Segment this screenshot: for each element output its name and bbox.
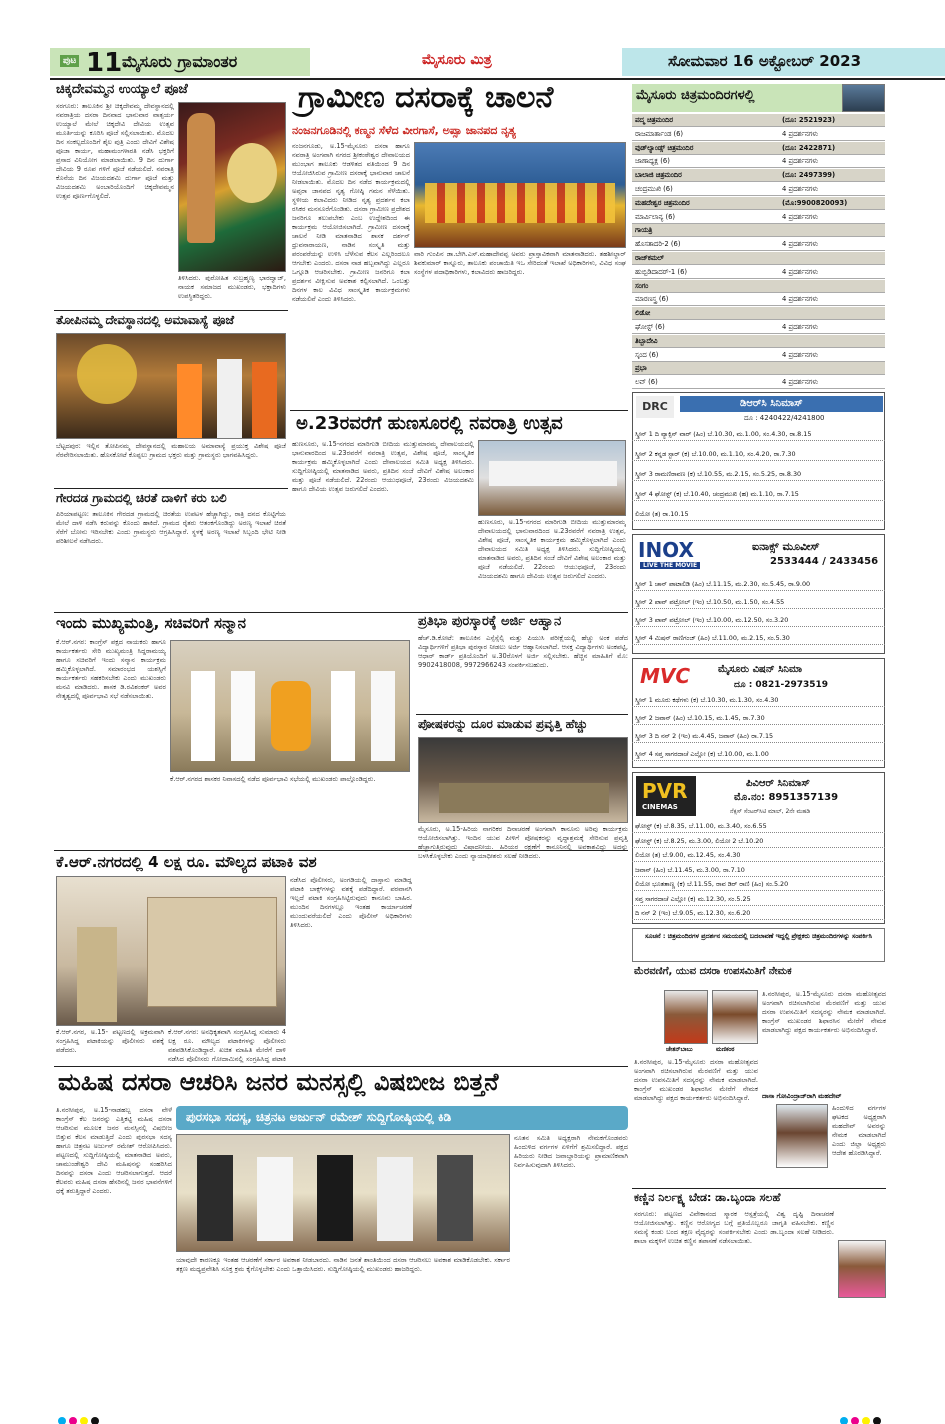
- pvr-sub: CINEMAS: [642, 803, 678, 811]
- mahisha-body-mid: ಯಾವುದೇ ಕಾರಣಕ್ಕೂ ಇಂತಹ ಆಚರಣೆಗೆ ಸರ್ಕಾರ ಅವಕಾಶ ನೀಡಬಾರದು. ನಾಡಿನ ಜನತೆ ಶಾಂತಿಯಿಂದ ದಸರಾ ಆಚರಿಸಲು ಅವಕಾಶ ಮಾಡಿಕೊಡಬೇಕು. ಸರ್ಕಾರ ತಕ್ಷಣ ಮಧ್ಯಪ್ರವೇಶಿಸಿ ಸೂಕ್ತ ಕ್ರಮ ಕೈಗೊಳ್ಳಬೇಕು ಎಂದು ಒತ್ತಾಯಿಸಿದರು. ಸುದ್ದಿಗೋಷ್ಠಿಯಲ್ಲಿ ಮುಖಂಡರು ಹಾಜರಿದ್ದರು.: [176, 1256, 510, 1273]
- theatre-row: [632, 169, 885, 182]
- theatre-name: ಲವ್ (6): [635, 378, 658, 387]
- story1-body: ಸರಗೂರು: ತಾಲೂಕಿನ ಶ್ರೀ ಚಿಕ್ಕದೇವಮ್ಮ ದೇವಸ್ಥಾನದಲ್ಲಿ ನವರಾತ್ರಿಯ ದಸರಾ ದಿನವಾದ ಭಾನುವಾರ ವಾತ್ಸರ್ಯ ಉಯ್ಯಾಲೆ ಮೇಲೆ ಚಿಕ್ಕದೇವಿ ದೇವಿಯ ಉತ್ಸವ ಮೂರ್ತಿಯನ್ನು ಕೂರಿಸಿ ಪೂಜೆ ಸಲ್ಲಿಸಲಾಯಿತು. ಮೊದಲ ದಿನ ಸಂಕಲ್ಪದೊಂದಿಗೆ ಶೈಲ ಪುತ್ರಿ ಎಂದು ದೇವಿಗೆ ವಿಶೇಷ ಪೂಜಾ ಕಾರ್ಯ, ಮಹಾಮಂಗಳಾರತಿ ನಡೆಸಿ ಭಕ್ತರಿಗೆ ಪ್ರಸಾದ ವಿನಿಯೋಗ ಮಾಡಲಾಯಿತು. 9 ದಿನ ದುರ್ಗಾ ದೇವಿಯ 9 ರೂಪ ಗಳಿಗೆ ಪೂಜೆ ನಡೆಯಲಿದೆ. ನವರಾತ್ರಿ ಕೊನೆಯ ದಿನ ವಿಜಯದಶಮಿ ದುರ್ಗಾ ಪೂಜೆ ಮತ್ತು ವಿಜಯದಶಮಿ ಅಂಬಾರಿಯೊಂದಿಗೆ ಚಿಕ್ಕದೇವಮ್ಮನ ಉತ್ಸವ ಪೂರ್ಣಗೊಳ್ಳಲಿದೆ.: [56, 102, 174, 200]
- appoint-title: ದಾಸಾ ಗೋವಿಂದ್ರಾಜ್‌ರಾಗಿ ಮಹದೇವ್: [762, 1092, 842, 1100]
- theatre-info: (ಮೊ:9900820093): [782, 198, 848, 207]
- showtime-row: ಸ್ಕ್ರೀನ್ 2 ಜವಾನ್ (ಹಿಂ) ಬೆ.10.15, ಮ.1.45, ರಾ.7.30: [632, 712, 885, 725]
- theatre-name: ಮಹದೇಶ್ವರ ಚಿತ್ರಮಂದಿರ: [635, 198, 690, 207]
- showtime-row: ಲಿಯೋ (ತ) ಬೆ.9.00, ಮ.12.45, ಸಂ.4.30: [632, 849, 885, 862]
- cinema-header: ಮೈಸೂರು ಚಿತ್ರಮಂದಿರಗಳಲ್ಲಿ: [636, 88, 755, 103]
- showtime-row: ಸ್ಕ್ರೀನ್ 2 ಪಾವ್ ಪಟ್ರೋಲ್ (ಇಂ) ಬೆ.10.50, ಮ.1.50, ಸಂ.4.55: [632, 596, 885, 609]
- theatre-name: ಮಾರ್ವಿಲಾನ್ಯ (6): [635, 212, 676, 221]
- theatre-info: 4 ಪ್ರದರ್ಶನಗಳು: [782, 378, 819, 387]
- doctor-photo: [838, 1240, 886, 1298]
- showtime-row: ಸ್ಕ್ರೀನ್ 3 ರಾಮಣಿರಾವಣ (ಕ) ಬೆ.10.55, ಮ.2.15, ಸಂ.5.25, ರಾ.8.30: [632, 468, 885, 481]
- side-story-body-cont: ತಿ.ನರಸೀಪುರ, ಅ.15-ಮೈಸೂರು ದಸರಾ ಮಹೋತ್ಸವದ ಅಂಗವಾಗಿ ರಚಿಸಲಾಗಿರುವ ಮೆರವಣಿಗೆ ಮತ್ತು ಯುವ ದಸರಾ ಉಪಸಮಿತಿಗೆ ಸದಸ್ಯರನ್ನು ನೇಮಕ ಮಾಡಲಾಗಿದೆ. ಕಾಂಗ್ರೆಸ್ ಮುಖಂಡರ ಶಿಫಾರಸಿನ ಮೇರೆಗೆ ನೇಮಕ ಮಾಡಲಾಗಿದ್ದು ಪಕ್ಷದ ಕಾರ್ಯಕರ್ತರು ಅಭಿನಂದಿಸಿದ್ದಾರೆ.: [634, 1058, 758, 1102]
- drc-title: ಡಿಆರ್‌ಸಿ ಸಿನಿಮಾಸ್: [740, 398, 803, 409]
- theatre-name: ಪದ್ಮ ಚಿತ್ರಮಂದಿರ: [635, 116, 673, 124]
- health-title: ಕಣ್ಣಿನ ನಿರ್ಲಕ್ಷ್ಯ ಬೇಡ: ಡಾ.ಬೃಂದಾ ಸಲಹೆ: [634, 1191, 781, 1204]
- theatre-row: [632, 142, 885, 155]
- theatre-info: 4 ಪ್ರದರ್ಶನಗಳು: [782, 157, 819, 166]
- theatre-name: ಪ್ರಭಾ: [635, 364, 647, 373]
- story3-body: ಪಿರಿಯಾಪಟ್ಟಣ: ತಾಲೂಕಿನ ಗೇರದಡ ಗ್ರಾಮದಲ್ಲಿ ಚಿರತೆಯ ಉಪಟಳ ಹೆಚ್ಚಾಗಿದ್ದು, ರಾತ್ರಿ ದನದ ಕೊಟ್ಟಿಗೆಯ ಮೇಲೆ ದಾಳಿ ನಡೆಸಿ ಕರುವನ್ನು ಕೊಂದು ಹಾಕಿದೆ. ಗ್ರಾಮದ ರೈತರು ಆತಂಕಗೊಂಡಿದ್ದು ಅರಣ್ಯ ಇಲಾಖೆ ಚಿರತೆ ಸೆರೆಗೆ ಬೋನು ಇರಿಸಬೇಕು ಎಂದು ಗ್ರಾಮಸ್ಥರು ಆಗ್ರಹಿಸಿದ್ದಾರೆ. ಸ್ಥಳಕ್ಕೆ ಅರಣ್ಯ ಇಲಾಖೆ ಸಿಬ್ಬಂದಿ ಭೇಟಿ ನೀಡಿ ಪರಿಶೀಲನೆ ನಡೆಸಿದರು.: [56, 510, 286, 545]
- story5-center-body: ನಡೆಸಿದ ಪೊಲೀಸರು, ಅಂಗಡಿಯಲ್ಲಿ ದಾಸ್ತಾನು ಮಾಡಿದ್ದ ಪಟಾಕಿ ಬಾಕ್ಸ್‌ಗಳನ್ನು ವಶಕ್ಕೆ ಪಡೆದಿದ್ದಾರೆ. ಪರವಾನಗಿ ಇಲ್ಲದೆ ಪಟಾಕಿ ಸಂಗ್ರಹಿಸಿಟ್ಟಿರುವುದು ಕಾನೂನು ಬಾಹಿರ. ಮುಂದಿನ ದಿನಗಳಲ್ಲೂ ಇಂತಹ ಕಾರ್ಯಾಚರಣೆ ಮುಂದುವರೆಯಲಿದೆ ಎಂದು ಪೊಲೀಸ್ ಅಧಿಕಾರಿಗಳು ತಿಳಿಸಿದರು.: [290, 876, 412, 929]
- cinema-notice: ಸೂಚನೆ : ಚಿತ್ರಮಂದಿರಗಳ ಪ್ರದರ್ಶನ ಸಮಯದಲ್ಲಿ ಬದಲಾವಣೆ ಇದ್ದಲ್ಲಿ ಪ್ರೇಕ್ಷಕರು ಚಿತ್ರಮಂದಿರಗಳನ್ನು ಸಂಪರ್ಕಿಸಿ: [632, 928, 885, 962]
- story-hunsur-title: ಅ.23ರವರೆಗೆ ಹುಣಸೂರಲ್ಲಿ ನವರಾತ್ರಿ ಉತ್ಸವ: [296, 413, 563, 434]
- lead-title: ಗ್ರಾಮೀಣ ದಸರಾಕ್ಕೆ ಚಾಲನೆ: [298, 80, 554, 115]
- showtime-row: ಸಪ್ತ ಸಾಗರದಾಚೆ ಎಲ್ಲೋ (ಕ) ಮ.12.30, ಸಂ.5.25: [632, 893, 885, 906]
- showtime-row: ಸ್ಕ್ರೀನ್ 4 ಘೋಸ್ಟ್ (ಕ) ಬೆ.10.40, ಚಂದ್ರಮುಖಿ (ಹ) ಮ.1.10, ರಾ.7.15: [632, 488, 885, 501]
- mahisha-banner-text: ಪುರಸಭಾ ಸದಸ್ಯ, ಚಿತ್ರನಟ ಅರ್ಜುನ್ ರಮೇಶ್ ಸುದ್ದಿಗೋಷ್ಠಿಯಲ್ಲಿ ಕಿಡಿ: [186, 1110, 452, 1124]
- portrait-1: [664, 990, 708, 1044]
- theatre-name: ರಾಜ್‌ಕಮಲ್: [635, 254, 664, 262]
- theatre-row: [632, 376, 885, 389]
- section-title: ಮೈಸೂರು ಗ್ರಾಮಾಂತರ: [122, 52, 238, 71]
- temple-idol-photo: [178, 102, 286, 272]
- theatre-row: [632, 252, 885, 265]
- theatre-name: ಮಾರಣಸ್ತ್ರ (6): [635, 295, 669, 304]
- showtime-row: ಸ್ಕ್ರೀನ್ 4 ಮಿಷನ್ ರಾಣಿಗಂಜ್ (ಹಿಂ) ಬೆ.11.00, ಮ.2.15, ಸಂ.5.30: [632, 632, 885, 645]
- portrait-2-caption: ಮಣಿಕಂಠ: [716, 1046, 735, 1053]
- showtime-row: ಘೋಸ್ಟ್ (ಕ) ಬೆ.8.25, ಮ.3.00, ಲಿಯೋ 2 ಬೆ.10.20: [632, 835, 885, 848]
- theatre-row: [632, 349, 885, 362]
- registration-marks-left: [58, 1410, 102, 1424]
- story2-title: ತೋಪಿನಮ್ಮ ದೇವಸ್ಥಾನದಲ್ಲಿ ಅಮಾವಾಸ್ಯೆ ಪೂಜೆ: [56, 313, 235, 327]
- theatre-info: 4 ಪ್ರದರ್ಶನಗಳು: [782, 185, 819, 193]
- inox-logo: INOX: [638, 538, 694, 562]
- divider: [54, 310, 288, 311]
- pvr-phone: ಮೊ.ನಂ: 8951357139: [734, 792, 839, 803]
- showtime-row: ಜವಾನ್ (ಹಿಂ) ಬೆ.11.45, ಮ.3.00, ರಾ.7.10: [632, 864, 885, 877]
- showtime-row: ಸ್ಕ್ರೀನ್ 3 ಪಾವ್ ಪಟ್ರೋಲ್ (ಇಂ) ಬೆ.10.00, ಮ.12.50, ಸಂ.3.20: [632, 614, 885, 627]
- theatre-info: 4 ಪ್ರದರ್ಶನಗಳು: [782, 323, 819, 331]
- theatre-row: [632, 293, 885, 306]
- theatre-info: 4 ಪ್ರದರ್ಶನಗಳು: [782, 129, 819, 138]
- page-label: ಪುಟ: [60, 55, 79, 67]
- story5-title: ಕೆ.ಆರ್.ನಗರದಲ್ಲಿ 4 ಲಕ್ಷ ರೂ. ಮೌಲ್ಯದ ಪಟಾಕಿ ವಶ: [56, 853, 317, 871]
- seminar-photo: [418, 737, 628, 823]
- theatre-row: [632, 155, 885, 168]
- divider: [632, 1188, 886, 1189]
- divider: [290, 410, 628, 411]
- divider: [54, 612, 628, 613]
- inox-tagline: LIVE THE MOVIE: [640, 562, 700, 569]
- inox-title: ಐನಾಕ್ಸ್ ಮೂವೀಸ್: [752, 540, 820, 553]
- pvr-logo: PVR: [642, 779, 688, 803]
- award-title: ಪ್ರತಿಭಾ ಪುರಸ್ಕಾರಕ್ಕೆ ಅರ್ಜಿ ಆಹ್ವಾನ: [418, 614, 562, 629]
- showtime-row: ಘೋಸ್ಟ್ (ಕ) ಬೆ.8.35, ಬೆ.11.00, ಮ.3.40, ಸಂ.6.55: [632, 820, 885, 833]
- divider: [54, 1066, 628, 1067]
- showtime-row: ಲಿಯೋ ಭೂತತಾಣ್ಣ (ಕ) ಬೆ.11.55, ರಾವ ಡಿರ್ ರಾಣಿ (ಹಿಂ) ಸಂ.5.20: [632, 878, 885, 891]
- side-story-title: ಮೆರವಣಿಗೆ, ಯುವ ದಸರಾ ಉಪಸಮಿತಿಗೆ ನೇಮಕ: [634, 966, 792, 977]
- portrait-2: [712, 990, 758, 1044]
- theatre-row: [632, 197, 885, 210]
- mvc-logo: MVC: [640, 664, 691, 688]
- press-meet-photo: [478, 440, 626, 516]
- theatre-info: 4 ಪ್ರದರ್ಶನಗಳು: [782, 350, 819, 359]
- appoint-body: ಹಿಂದುಳಿದ ವರ್ಗಗಳ ಘಟಕದ ಅಧ್ಯಕ್ಷರಾಗಿ ಮಹದೇವ್ ಅವರನ್ನು ನೇಮಕ ಮಾಡಲಾಗಿದೆ ಎಂದು ಜಿಲ್ಲಾ ಅಧ್ಯಕ್ಷರು ಆದೇಶ ಹೊರಡಿಸಿದ್ದಾರೆ.: [832, 1104, 886, 1157]
- story4-title: ಇಂದು ಮುಖ್ಯಮಂತ್ರಿ, ಸಚಿವರಿಗೆ ಸನ್ಮಾನ: [56, 614, 247, 632]
- portrait-1-caption: ಚೇತನ್‌ಬಾಬು: [666, 1046, 693, 1053]
- temple-group-photo: [56, 333, 286, 439]
- mahisha-body-left: ತಿ.ನರಸೀಪುರ, ಅ.15-ನಾಡಹಬ್ಬ ದಸರಾ ವೇಳೆ ಕಾಂಗ್ರೆಸ್ ಕೆಲ ಜನರನ್ನು ಎತ್ತಿಕಟ್ಟಿ ಮಹಿಷ ದಸರಾ ಆಚರಿಸುವ ಮೂಲಕ ಜನರ ಮನಸ್ಸಿನಲ್ಲಿ ವಿಷಬೀಜ ಬಿತ್ತುವ ಕೆಲಸ ಮಾಡುತ್ತಿದೆ ಎಂದು ಪುರಸಭಾ ಸದಸ್ಯ ಹಾಗೂ ಚಿತ್ರನಟ ಅರ್ಜುನ್ ರಮೇಶ್ ಆರೋಪಿಸಿದರು. ಪಟ್ಟಣದಲ್ಲಿ ಸುದ್ದಿಗೋಷ್ಠಿಯಲ್ಲಿ ಮಾತನಾಡಿದ ಅವರು, ಚಾಮುಂಡೇಶ್ವರಿ ದೇವಿ ಮಹಿಷನನ್ನು ಸಂಹರಿಸಿದ ದಿನವನ್ನು ದಸರಾ ಎಂದು ಆಚರಿಸಲಾಗುತ್ತದೆ. ಆದರೆ ಕೆಲವರು ಮಹಿಷ ದಸರಾ ಹೆಸರಿನಲ್ಲಿ ಜನರ ಭಾವನೆಗಳಿಗೆ ಧಕ್ಕೆ ತರುತ್ತಿದ್ದಾರೆ ಎಂದರು.: [56, 1106, 172, 1195]
- theatre-info: 4 ಪ್ರದರ್ಶನಗಳು: [782, 212, 819, 221]
- story3-title: ಗೇರದಡ ಗ್ರಾಮದಲ್ಲಿ ಚಿರತೆ ದಾಳಿಗೆ ಕರು ಬಲಿ: [56, 491, 227, 505]
- parents-body: ಮೈಸೂರು, ಅ.15-ಹಿರಿಯ ನಾಗರಿಕರ ದಿನಾಚರಣೆ ಅಂಗವಾಗಿ ಕಾನೂನು ಅರಿವು ಕಾರ್ಯಕ್ರಮ ಆಯೋಜಿಸಲಾಗಿತ್ತು. ಇಂದಿನ ಯುವ ಪೀಳಿಗೆ ಪೋಷಕರನ್ನು ವೃದ್ಧಾಶ್ರಮಕ್ಕೆ ಸೇರಿಸುವ ಪ್ರವೃತ್ತಿ ಹೆಚ್ಚಾಗುತ್ತಿರುವುದು ವಿಷಾದನೀಯ. ಹಿರಿಯರ ರಕ್ಷಣೆಗೆ ಕಾನೂನಿನಲ್ಲಿ ಅವಕಾಶವಿದ್ದು ಅದನ್ನು ಬಳಸಿಕೊಳ್ಳಬೇಕು ಎಂದು ನ್ಯಾಯಾಧೀಶರು ಸಲಹೆ ನೀಡಿದರು.: [418, 825, 628, 860]
- showtime-row: ಸ್ಕ್ರೀನ್ 1 ಚಾನ್ ಪಾಟಾಲಿಡಿ (ಹಿಂ) ಬೆ.11.15, ಮ.2.30, ಸಂ.5.45, ರಾ.9.00: [632, 578, 885, 591]
- showtime-row: ಸ್ಕ್ರೀನ್ 4 ಸಪ್ತ ಸಾಗರದಾಚೆ ಎಲ್ಲೋ (ಕ) ಬೆ.10.00, ಮ.1.00: [632, 748, 885, 761]
- mvc-title: ಮೈಸೂರು ವಿಷನ್ ಸಿನಿಮಾ: [718, 664, 803, 675]
- cinema-hall-photo: [842, 84, 885, 112]
- lead-body: ನಂಜನಗೂಡು, ಅ.15-ಮೈಸೂರು ದಸರಾ ಹಾಗೂ ನವರಾತ್ರಿ ಅಂಗವಾಗಿ ನಗರದ ಶ್ರೀಕಂಠೇಶ್ವರ ದೇವಾಲಯದ ಮುಂಭಾಗ ತಾಲೂಕು ಆಡಳಿತದ ವತಿಯಿಂದ 9 ದಿನ ಆಯೋಜಿಸಿರುವ ಗ್ರಾಮೀಣ ದಸರಾಕ್ಕೆ ಭಾನುವಾರ ಚಾಲನೆ ನೀಡಲಾಯಿತು. ಮೊದಲ ದಿನ ನಡೆದ ಕಾರ್ಯಕ್ರಮದಲ್ಲಿ ಅಪ್ಸರಾ ಜಾನಪದ ನೃತ್ಯ ಗೋಷ್ಠಿ ಗಮನ ಸೆಳೆಯಿತು. ಸ್ಥಳೀಯ ಕಲಾವಿದರು ನೀಡಿದ ನೃತ್ಯ ಪ್ರದರ್ಶನ ಕಲಾ ರಸಿಕರ ಮನಸೂರೆಗೊಂಡಿತು. ದಸರಾ ಗ್ರಾಮೀಣ ಪ್ರದೇಶದ ಜನರಿಗೂ ತಲುಪಬೇಕು ಎಂಬ ಉದ್ದೇಶದಿಂದ ಈ ಕಾರ್ಯಕ್ರಮ ಆಯೋಜಿಸಲಾಗಿದೆ. ಗ್ರಾಮೀಣ ದಸರಾಕ್ಕೆ ಚಾಲನೆ ನೀಡಿ ಮಾತನಾಡಿದ ಶಾಸಕ ದರ್ಶನ್ ಧ್ರುವನಾರಾಯಣ, ನಾಡಿನ ಸಂಸ್ಕೃತಿ ಮತ್ತು ಪರಂಪರೆಯನ್ನು ಉಳಿಸಿ ಬೆಳೆಸುವ ಕೆಲಸ ಎಲ್ಲರಿಂದಲೂ ಆಗಬೇಕು ಎಂದರು. ದಸರಾ ನಾಡ ಹಬ್ಬವಾಗಿದ್ದು ಎಲ್ಲರೂ ಒಗ್ಗೂಡಿ ಆಚರಿಸಬೇಕು. ಗ್ರಾಮೀಣ ಜನರಿಗೂ ಕಲಾ ಪ್ರದರ್ಶನ ವೀಕ್ಷಿಸುವ ಅವಕಾಶ ಕಲ್ಪಿಸಲಾಗಿದೆ. ಒಂಬತ್ತು ದಿನಗಳ ಕಾಲ ವಿವಿಧ ಸಾಂಸ್ಕೃತಿಕ ಕಾರ್ಯಕ್ರಮಗಳು ನಡೆಯಲಿವೆ ಎಂದು ತಿಳಿಸಿದರು.: [292, 142, 410, 303]
- award-body: ಹೆಚ್.ಡಿ.ಕೋಟೆ: ತಾಲೂಕಿನ ಎಸ್ಸೆಸ್ಸೆಲ್ಸಿ ಮತ್ತು ಪಿಯುಸಿ ಪರೀಕ್ಷೆಯಲ್ಲಿ ಹೆಚ್ಚು ಅಂಕ ಪಡೆದ ವಿದ್ಯಾರ್ಥಿಗಳಿಗೆ ಪ್ರತಿಭಾ ಪುರಸ್ಕಾರ ನೀಡಲು ಅರ್ಜಿ ಆಹ್ವಾನಿಸಲಾಗಿದೆ. ಆಸಕ್ತ ವಿದ್ಯಾರ್ಥಿಗಳು ಅಂಕಪಟ್ಟಿ, ಆಧಾರ್ ಕಾರ್ಡ್ ಪ್ರತಿಯೊಂದಿಗೆ ಅ.30ರೊಳಗೆ ಅರ್ಜಿ ಸಲ್ಲಿಸಬೇಕು. ಹೆಚ್ಚಿನ ಮಾಹಿತಿಗೆ ಮೊ: 9902418008, 9972966243 ಸಂಪರ್ಕಿಸಬಹುದು.: [418, 634, 628, 669]
- theatre-name: ಜಾಣಾಧ್ಯಕ್ಷ (6): [635, 157, 670, 166]
- story5-body: ಕೆ.ಆರ್.ನಗರ: ಅನಧಿಕೃತವಾಗಿ ಸಂಗ್ರಹಿಸಿದ್ದ ಸುಮಾರು 4 ಲಕ್ಷ ರೂ. ಮೌಲ್ಯದ ಪಟಾಕಿಗಳನ್ನು ಪೊಲೀಸರು ವಶಪಡಿಸಿಕೊಂಡಿದ್ದಾರೆ. ಖಚಿತ ಮಾಹಿತಿ ಮೇರೆಗೆ ದಾಳಿ ನಡೆಸಿದ ಪೊಲೀಸರು ಗೋದಾಮಿನಲ್ಲಿ ಸಂಗ್ರಹಿಸಿದ್ದ ಪಟಾಕಿ: [168, 1028, 286, 1063]
- story4-body: ಕೆ.ಆರ್.ನಗರ: ಕಾಂಗ್ರೆಸ್ ಪಕ್ಷದ ನಾಯಕರು ಹಾಗೂ ಕಾರ್ಯಕರ್ತರು ಸೇರಿ ಮುಖ್ಯಮಂತ್ರಿ ಸಿದ್ದರಾಮಯ್ಯ ಹಾಗೂ ಸಚಿವರಿಗೆ ಇಂದು ಸನ್ಮಾನ ಕಾರ್ಯಕ್ರಮ ಹಮ್ಮಿಕೊಳ್ಳಲಾಗಿದೆ. ಸಮಾರಂಭದ ಯಶಸ್ಸಿಗೆ ಕಾರ್ಯಕರ್ತರು ಸಹಕರಿಸಬೇಕು ಎಂದು ಮುಖಂಡರು ಮನವಿ ಮಾಡಿದರು. ಶಾಸಕ ಡಿ.ರವಿಶಂಕರ್ ಅವರ ನೇತೃತ್ವದಲ್ಲಿ ಪೂರ್ವಭಾವಿ ಸಭೆ ನಡೆಸಲಾಯಿತು.: [56, 638, 166, 700]
- theatre-row: [632, 280, 885, 293]
- theatre-name: ತಿಬ್ಬಾದೇವಿ: [635, 336, 658, 345]
- divider: [416, 714, 628, 715]
- drc-logo: DRC: [636, 396, 674, 418]
- divider: [54, 488, 288, 489]
- mvc-phone: ದೂ : 0821-2973519: [734, 680, 829, 690]
- portrait-3: [776, 1104, 828, 1168]
- theatre-row: [632, 114, 885, 127]
- theatre-name: ಸ್ಕಂದ (6): [635, 350, 659, 359]
- inox-phone: 2533444 / 2433456: [770, 556, 879, 567]
- story2-body: ಬೆಟ್ಟದಪುರ: ಇಲ್ಲಿನ ತೋಪಿನಮ್ಮ ದೇವಸ್ಥಾನದಲ್ಲಿ ಮಹಾಲಯ ಅಮಾವಾಸ್ಯೆ ಪ್ರಯುಕ್ತ ವಿಶೇಷ ಪೂಜೆ ನೆರವೇರಿಸಲಾಯಿತು. ಹೊಸಕೋಟೆ ಕೊಪ್ಪಲು ಗ್ರಾಮದ ಭಕ್ತರು ಮತ್ತು ಗ್ರಾಮಸ್ಥರು ಭಾಗವಹಿಸಿದ್ದರು.: [56, 442, 286, 459]
- theatre-name: ರಾಜಮಾರ್ತಾಂಡ (6): [635, 129, 684, 138]
- theatre-info: (ದೂ: 2521923): [782, 116, 836, 124]
- mahisha-body-right: ನೂತನ ಸಮಿತಿ ಅಧ್ಯಕ್ಷರಾಗಿ ನೇಮಕಗೊಂಡವರು ಹಿಂದುಳಿದ ವರ್ಗಗಳ ಏಳಿಗೆಗೆ ಶ್ರಮಿಸಲಿದ್ದಾರೆ. ಪಕ್ಷದ ಹಿರಿಯರು ನೀಡಿದ ಜವಾಬ್ದಾರಿಯನ್ನು ಪ್ರಾಮಾಣಿಕವಾಗಿ ನಿರ್ವಹಿಸುವುದಾಗಿ ತಿಳಿಸಿದರು.: [514, 1134, 628, 1169]
- pvr-address: ನೆಕ್ಸಸ್ ಸೆಂಟರ್‌ಸಿಟಿ ಮಾಲ್, 2ನೇ ಮಹಡಿ: [730, 808, 811, 815]
- health-body: ಸರಗೂರು: ಪಟ್ಟಣದ ವಿವೇಕಾನಂದ ಸ್ಮಾರಕ ಆಸ್ಪತ್ರೆಯಲ್ಲಿ ವಿಶ್ವ ದೃಷ್ಟಿ ದಿನಾಚರಣೆ ಆಯೋಜಿಸಲಾಗಿತ್ತು. ಕಣ್ಣಿನ ಆರೋಗ್ಯದ ಬಗ್ಗೆ ಪ್ರತಿಯೊಬ್ಬರೂ ಜಾಗೃತಿ ವಹಿಸಬೇಕು. ಕಣ್ಣಿನ ಸಮಸ್ಯೆ ಕಂಡು ಬಂದ ತಕ್ಷಣ ವೈದ್ಯರನ್ನು ಸಂಪರ್ಕಿಸಬೇಕು ಎಂದು ಡಾ.ಬೃಂದಾ ಸಲಹೆ ನೀಡಿದರು. ಶಾಲಾ ಮಕ್ಕಳಿಗೆ ಉಚಿತ ಕಣ್ಣಿನ ತಪಾಸಣೆ ನಡೆಸಲಾಯಿತು.: [634, 1210, 834, 1245]
- story1-title: ಚಿಕ್ಕದೇವಮ್ಮನ ಉಯ್ಯಾಲೆ ಪೂಜೆ: [56, 82, 188, 97]
- theatre-info: 4 ಪ್ರದರ್ಶನಗಳು: [782, 240, 819, 249]
- story1-caption: ತಿಳಿಸಿದರು. ಪುರೋಹಿತ ಸುಬ್ರಹ್ಮಣ್ಯ ಭಾರದ್ವಾಜ್, ನಾಯಕ ಸಮಾಜದ ಮುಖಂಡರು, ಭಕ್ತಾದಿಗಳು ಉಪಸ್ಥಿತರಿದ್ದರು.: [178, 274, 286, 300]
- press-conference-photo: [176, 1134, 510, 1252]
- theatre-name: ಚಂದ್ರಮುಖಿ (6): [635, 185, 673, 193]
- theatre-row: [632, 238, 885, 251]
- parents-title: ಪೋಷಕರನ್ನು ದೂರ ಮಾಡುವ ಪ್ರವೃತ್ತಿ ಹೆಚ್ಚು: [418, 717, 588, 731]
- theatre-name: ಹುಬ್ಬಿಡಿದಾದರ್-1 (6): [635, 267, 688, 276]
- showtime-row: ಸ್ಕ್ರೀನ್ 2 ಕನ್ನಡ ಸ್ಟಾರ್ (ಕ) ಬೆ.10.00, ಮ.1.10, ಸಂ.4.20, ರಾ.7.30: [632, 448, 885, 461]
- masthead: ಮೈಸೂರು ಮಿತ್ರ: [422, 52, 492, 68]
- theatre-row: [632, 307, 885, 320]
- page-header: [0, 0, 945, 80]
- showtime-row: ದಿ ನನ್ 2 (ಇಂ) ಬೆ.9.05, ಮ.12.30, ಸಂ.6.20: [632, 907, 885, 920]
- theatre-row: [632, 266, 885, 279]
- theatre-row: [632, 335, 885, 348]
- pvr-title: ಪಿವಿಆರ್ ಸಿನಿಮಾಸ್: [746, 778, 810, 789]
- story4-caption: ಕೆ.ಆರ್.ನಗರದ ಶಾಸಕರ ನಿವಾಸದಲ್ಲಿ ನಡೆದ ಪೂರ್ವಭಾವಿ ಸಭೆಯಲ್ಲಿ ಮುಖಂಡರು ಪಾಲ್ಗೊಂಡಿದ್ದರು.: [170, 775, 376, 783]
- page-number: 11: [86, 48, 123, 78]
- theatre-row: [632, 362, 885, 375]
- theatre-row: [632, 128, 885, 141]
- side-story-body: ತಿ.ನರಸೀಪುರ, ಅ.15-ಮೈಸೂರು ದಸರಾ ಮಹೋತ್ಸವದ ಅಂಗವಾಗಿ ರಚಿಸಲಾಗಿರುವ ಮೆರವಣಿಗೆ ಮತ್ತು ಯುವ ದಸರಾ ಉಪಸಮಿತಿಗೆ ಸದಸ್ಯರನ್ನು ನೇಮಕ ಮಾಡಲಾಗಿದೆ. ಕಾಂಗ್ರೆಸ್ ಮುಖಂಡರ ಶಿಫಾರಸಿನ ಮೇರೆಗೆ ನೇಮಕ ಮಾಡಲಾಗಿದ್ದು ಪಕ್ಷದ ಕಾರ್ಯಕರ್ತರು ಅಭಿನಂದಿಸಿದ್ದಾರೆ.: [762, 990, 886, 1034]
- drc-phone: ದೂ : 4240422/4241800: [744, 414, 825, 422]
- registration-marks-right: [840, 1410, 884, 1424]
- theatre-name: ಹೊಸತಾದರಿ-2 (6): [635, 240, 681, 249]
- showtime-row: ಲಿಯೋ (ತ) ರಾ.10.15: [632, 508, 885, 521]
- story-hunsur-body: ಹುಣಸೂರು, ಅ.15-ನಗರದ ಮಾರಿಗುಡಿ ಬೀದಿಯ ಮುತ್ತುಮಾರಮ್ಮ ದೇವಾಲಯದಲ್ಲಿ ಭಾನುವಾರದಿಂದ ಅ.23ರವರೆಗೆ ನವರಾತ್ರಿ ಉತ್ಸವ, ವಿಶೇಷ ಪೂಜೆ, ಸಾಂಸ್ಕೃತಿಕ ಕಾರ್ಯಕ್ರಮ ಹಮ್ಮಿಕೊಳ್ಳಲಾಗಿದೆ ಎಂದು ದೇವಾಲಯದ ಸಮಿತಿ ಅಧ್ಯಕ್ಷ ತಿಳಿಸಿದರು. ಸುದ್ದಿಗೋಷ್ಠಿಯಲ್ಲಿ ಮಾತನಾಡಿದ ಅವರು, ಪ್ರತಿದಿನ ಸಂಜೆ ದೇವಿಗೆ ವಿಶೇಷ ಅಲಂಕಾರ ಮತ್ತು ಪೂಜೆ ನಡೆಯಲಿದೆ. 22ರಂದು ಆಯುಧಪೂಜೆ, 23ರಂದು ವಿಜಯದಶಮಿ ಹಾಗೂ ದೇವಿಯ ಉತ್ಸವ ಜರುಗಲಿದೆ ಎಂದರು.: [292, 440, 474, 493]
- mahisha-title: ಮಹಿಷ ದಸರಾ ಆಚರಿಸಿ ಜನರ ಮನಸ್ಸಲ್ಲಿ ವಿಷಬೀಜ ಬಿತ್ತನೆ: [58, 1068, 499, 1096]
- theatre-row: [632, 224, 885, 237]
- theatre-name: ಸಂಗಂ: [635, 281, 649, 290]
- showtime-row: ಸ್ಕ್ರೀನ್ 1 ದಿ ವ್ಯಾಕ್ಸಿನ್ ವಾರ್ (ಹಿಂ) ಬೆ.10.30, ಮ.1.00, ಸಂ.4.30, ರಾ.8.15: [632, 428, 885, 441]
- theatre-name: ವುಡ್‌ಲ್ಯಾಂಡ್ಸ್ ಚಿತ್ರಮಂದಿರ: [635, 143, 694, 152]
- theatre-name: ಲಿಡೋ: [635, 309, 651, 318]
- lead-subtitle: ನಂಜನಗೂಡಿನಲ್ಲಿ ಕಣ್ಮನ ಸೆಳೆದ ವೀರಗಾಸೆ, ಅಪ್ಸಾ ಜಾನಪದ ನೃತ್ಯ: [292, 124, 516, 137]
- theatre-info: (ದೂ: 2422871): [782, 143, 836, 152]
- showtime-row: ಸ್ಕ್ರೀನ್ 3 ದಿ ನನ್ 2 (ಇಂ) ಮ.4.45, ಜವಾನ್ (ಹಿಂ) ರಾ.7.15: [632, 730, 885, 743]
- theatre-row: [632, 211, 885, 224]
- theatre-row: [632, 183, 885, 196]
- story-hunsur-body2: ಹುಣಸೂರು, ಅ.15-ನಗರದ ಮಾರಿಗುಡಿ ಬೀದಿಯ ಮುತ್ತುಮಾರಮ್ಮ ದೇವಾಲಯದಲ್ಲಿ ಭಾನುವಾರದಿಂದ ಅ.23ರವರೆಗೆ ನವರಾತ್ರಿ ಉತ್ಸವ, ವಿಶೇಷ ಪೂಜೆ, ಸಾಂಸ್ಕೃತಿಕ ಕಾರ್ಯಕ್ರಮ ಹಮ್ಮಿಕೊಳ್ಳಲಾಗಿದೆ ಎಂದು ದೇವಾಲಯದ ಸಮಿತಿ ಅಧ್ಯಕ್ಷ ತಿಳಿಸಿದರು. ಸುದ್ದಿಗೋಷ್ಠಿಯಲ್ಲಿ ಮಾತನಾಡಿದ ಅವರು, ಪ್ರತಿದಿನ ಸಂಜೆ ದೇವಿಗೆ ವಿಶೇಷ ಅಲಂಕಾರ ಮತ್ತು ಪೂಜೆ ನಡೆಯಲಿದೆ. 22ರಂದು ಆಯುಧಪೂಜೆ, 23ರಂದು ವಿಜಯದಶಮಿ ಹಾಗೂ ದೇವಿಯ ಉತ್ಸವ ಜರುಗಲಿದೆ ಎಂದರು.: [478, 518, 626, 580]
- story5-caption: ಕೆ.ಆರ್.ನಗರ, ಅ.15- ಪಟ್ಟಣದಲ್ಲಿ ಅಕ್ರಮವಾಗಿ ಸಂಗ್ರಹಿಸಿದ್ದ ಪಟಾಕಿಯನ್ನು ಪೊಲೀಸರು ವಶಕ್ಕೆ ಪಡೆದರು.: [56, 1028, 164, 1054]
- felicitation-photo: [170, 640, 410, 772]
- lead-stage-photo: [414, 142, 626, 248]
- theatre-name: ಬಾಲಾಜಿ ಚಿತ್ರಮಂದಿರ: [635, 171, 682, 180]
- showtime-row: ಸ್ಕ್ರೀನ್ 1 ಮೂರು ಕಥೆಗಳು (ಕ) ಬೆ.10.30, ಮ.1.30, ಸಂ.4.30: [632, 694, 885, 707]
- theatre-name: ಘೋಸ್ಟ್ (6): [635, 323, 665, 331]
- theatre-name: ಗಾಯತ್ರಿ: [635, 226, 653, 235]
- theatre-info: 4 ಪ್ರದರ್ಶನಗಳು: [782, 295, 819, 304]
- theatre-info: 4 ಪ್ರದರ್ಶನಗಳು: [782, 267, 819, 276]
- lead-body2: ವಾರಿ ಗುಂಪಿನ ಡಾ.ಬೇಗಿ.ಎಸ್.ಮಹಾದೇವಪ್ಪ ಅವರು ಪ್ರಾಸ್ತಾವಿಕವಾಗಿ ಮಾತನಾಡಿದರು. ತಹಶೀಲ್ದಾರ್ ಶಿವಕುಮಾರ್ ಕಾಸ್ನೂರು, ತಾಲೂಕು ಪಂಚಾಯಿತಿ ಇಒ ಸೇರಿದಂತೆ ಇಲಾಖೆ ಅಧಿಕಾರಿಗಳು, ವಿವಿಧ ಸಂಘ ಸಂಸ್ಥೆಗಳ ಪದಾಧಿಕಾರಿಗಳು, ಕಲಾವಿದರು ಹಾಜರಿದ್ದರು.: [414, 250, 626, 276]
- theatre-info: (ದೂ: 2497399): [782, 171, 836, 180]
- issue-date: ಸೋಮವಾರ 16 ಅಕ್ಟೋಬರ್ 2023: [668, 52, 862, 70]
- firecracker-seizure-photo: [56, 876, 286, 1026]
- theatre-row: [632, 321, 885, 334]
